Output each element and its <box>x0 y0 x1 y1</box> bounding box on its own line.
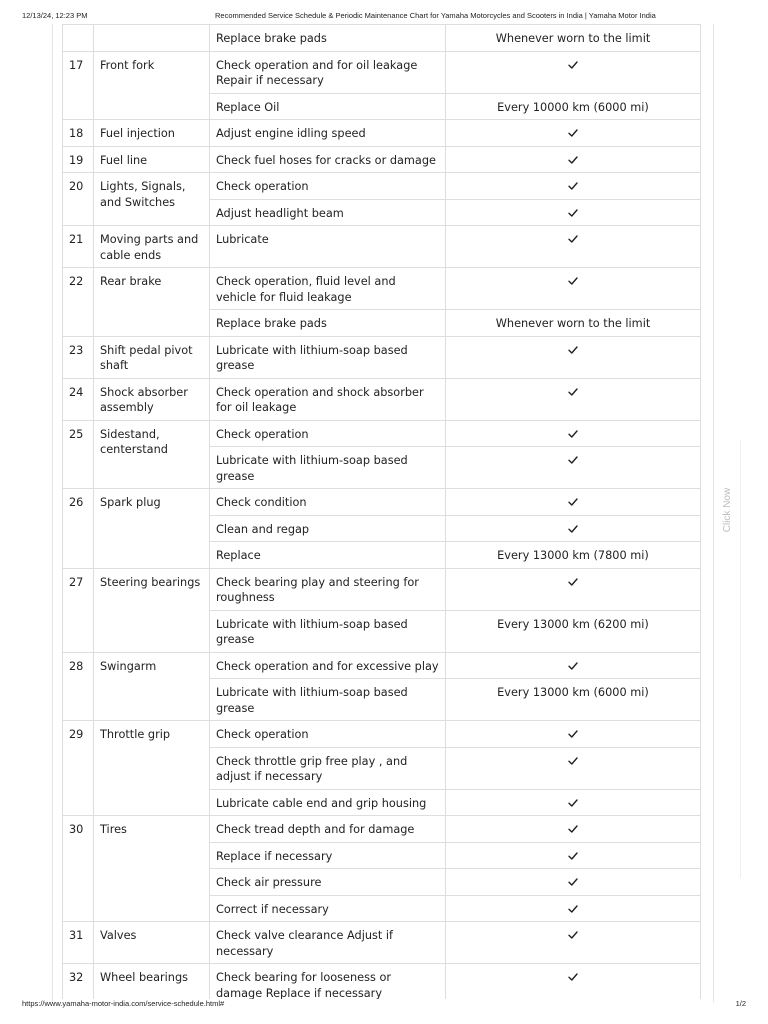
row-number: 30 <box>63 816 94 922</box>
row-check: Check operation and for oil leakage Repair if necessary <box>210 51 446 93</box>
check-icon <box>568 208 578 218</box>
row-interval: Whenever worn to the limit <box>446 310 701 337</box>
table-row <box>63 922 701 964</box>
check-icon <box>568 234 578 244</box>
row-check: Check fuel hoses for cracks or damage <box>210 146 446 173</box>
table-row <box>63 816 701 843</box>
print-header <box>22 11 746 23</box>
row-number: 28 <box>63 652 94 721</box>
row-item: Swingarm <box>94 652 210 721</box>
row-interval <box>446 721 701 748</box>
row-item: Sidestand, centerstand <box>94 420 210 489</box>
row-check: Replace brake pads <box>210 310 446 337</box>
row-number: 27 <box>63 568 94 652</box>
row-check: Clean and regap <box>210 515 446 542</box>
row-number: 20 <box>63 173 94 226</box>
check-icon <box>568 181 578 191</box>
row-interval <box>446 842 701 869</box>
check-icon <box>568 756 578 766</box>
row-number: 22 <box>63 268 94 337</box>
row-check: Adjust engine idling speed <box>210 120 446 147</box>
row-interval <box>446 336 701 378</box>
row-interval <box>446 120 701 147</box>
row-interval <box>446 515 701 542</box>
row-check: Replace Oil <box>210 93 446 120</box>
print-url: https://www.yamaha-motor-india.com/service-schedule.html# <box>22 999 225 1008</box>
row-number: 18 <box>63 120 94 147</box>
check-icon <box>568 345 578 355</box>
row-interval <box>446 964 701 1000</box>
print-page-number: 1/2 <box>735 999 746 1008</box>
check-icon <box>568 877 578 887</box>
row-item: Valves <box>94 922 210 964</box>
row-check: Check operation <box>210 420 446 447</box>
row-check: Check operation <box>210 173 446 200</box>
row-number: 17 <box>63 51 94 120</box>
row-number: 32 <box>63 964 94 1000</box>
row-item: Fuel line <box>94 146 210 173</box>
row-check: Lubricate <box>210 226 446 268</box>
check-icon <box>568 155 578 165</box>
row-interval <box>446 789 701 816</box>
row-number: 26 <box>63 489 94 569</box>
row-check: Check operation <box>210 721 446 748</box>
row-number: 25 <box>63 420 94 489</box>
row-interval <box>446 568 701 610</box>
check-icon <box>568 798 578 808</box>
check-icon <box>568 904 578 914</box>
row-interval <box>446 199 701 226</box>
row-interval <box>446 869 701 896</box>
row-interval <box>446 173 701 200</box>
row-item: Moving parts and cable ends <box>94 226 210 268</box>
row-check: Correct if necessary <box>210 895 446 922</box>
print-date: 12/13/24, 12:23 PM <box>22 11 88 20</box>
check-icon <box>568 930 578 940</box>
check-icon <box>568 387 578 397</box>
row-interval <box>446 268 701 310</box>
row-check: Lubricate cable end and grip housing <box>210 789 446 816</box>
row-check: Check throttle grip free play , and adjust if necessary <box>210 747 446 789</box>
row-interval <box>446 146 701 173</box>
table-row <box>63 378 701 420</box>
row-check: Adjust headlight beam <box>210 199 446 226</box>
row-item: Throttle grip <box>94 721 210 816</box>
table-row <box>63 652 701 679</box>
row-item: Rear brake <box>94 268 210 337</box>
click-now-tab[interactable]: Click Now <box>722 487 733 533</box>
check-icon <box>568 661 578 671</box>
row-number: 31 <box>63 922 94 964</box>
row-item: Spark plug <box>94 489 210 569</box>
check-icon <box>568 824 578 834</box>
row-check: Lubricate with lithium-soap based grease <box>210 447 446 489</box>
check-icon <box>568 455 578 465</box>
print-footer <box>22 999 746 1011</box>
check-icon <box>568 128 578 138</box>
row-number: 29 <box>63 721 94 816</box>
row-interval <box>446 51 701 93</box>
check-icon <box>568 577 578 587</box>
row-check: Lubricate with lithium-soap based grease <box>210 610 446 652</box>
row-check: Replace brake pads <box>210 25 446 52</box>
row-check: Check condition <box>210 489 446 516</box>
row-number: 19 <box>63 146 94 173</box>
row-check: Check bearing play and steering for roughness <box>210 568 446 610</box>
row-interval <box>446 226 701 268</box>
row-interval <box>446 747 701 789</box>
row-check: Check valve clearance Adjust if necessary <box>210 922 446 964</box>
row-interval: Every 13000 km (7800 mi) <box>446 542 701 569</box>
row-item: Shift pedal pivot shaft <box>94 336 210 378</box>
row-number <box>63 25 94 52</box>
row-number: 24 <box>63 378 94 420</box>
maintenance-table-container <box>62 24 702 999</box>
row-check: Check tread depth and for damage <box>210 816 446 843</box>
check-icon <box>568 276 578 286</box>
row-interval <box>446 489 701 516</box>
table-row <box>63 420 701 447</box>
check-icon <box>568 429 578 439</box>
row-item: Wheel bearings <box>94 964 210 1000</box>
row-interval: Every 10000 km (6000 mi) <box>446 93 701 120</box>
row-interval <box>446 895 701 922</box>
table-row <box>63 489 701 516</box>
row-check: Lubricate with lithium-soap based grease <box>210 336 446 378</box>
row-check: Replace <box>210 542 446 569</box>
row-item: Tires <box>94 816 210 922</box>
row-interval <box>446 378 701 420</box>
check-icon <box>568 729 578 739</box>
row-item <box>94 25 210 52</box>
table-row <box>63 146 701 173</box>
row-interval <box>446 447 701 489</box>
print-page-title: Recommended Service Schedule & Periodic Maintenance Chart for Yamaha Motorcycles and Scooters in India | Yamaha Motor India <box>215 11 656 20</box>
table-row <box>63 226 701 268</box>
row-item: Front fork <box>94 51 210 120</box>
row-check: Check operation, fluid level and vehicle for fluid leakage <box>210 268 446 310</box>
row-check: Check air pressure <box>210 869 446 896</box>
table-row <box>63 964 701 1000</box>
row-number: 23 <box>63 336 94 378</box>
row-check: Check bearing for looseness or damage Replace if necessary <box>210 964 446 1000</box>
row-interval <box>446 652 701 679</box>
table-row <box>63 568 701 610</box>
row-check: Check operation and for excessive play <box>210 652 446 679</box>
row-check: Lubricate with lithium-soap based grease <box>210 679 446 721</box>
table-row <box>63 25 701 52</box>
table-row <box>63 336 701 378</box>
row-interval: Every 13000 km (6000 mi) <box>446 679 701 721</box>
side-tab[interactable] <box>740 440 745 878</box>
row-item: Fuel injection <box>94 120 210 147</box>
row-interval: Whenever worn to the limit <box>446 25 701 52</box>
table-row <box>63 51 701 93</box>
check-icon <box>568 60 578 70</box>
table-row <box>63 173 701 200</box>
check-icon <box>568 497 578 507</box>
row-item: Steering bearings <box>94 568 210 652</box>
row-item: Lights, Signals, and Switches <box>94 173 210 226</box>
maintenance-table-body <box>63 25 701 1000</box>
row-check: Replace if necessary <box>210 842 446 869</box>
row-item: Shock absorber assembly <box>94 378 210 420</box>
table-row <box>63 268 701 310</box>
table-row <box>63 120 701 147</box>
maintenance-table <box>62 24 701 999</box>
table-row <box>63 721 701 748</box>
check-icon <box>568 972 578 982</box>
row-interval <box>446 922 701 964</box>
row-interval <box>446 420 701 447</box>
check-icon <box>568 524 578 534</box>
row-interval <box>446 816 701 843</box>
row-check: Check operation and shock absorber for oil leakage <box>210 378 446 420</box>
row-interval: Every 13000 km (6200 mi) <box>446 610 701 652</box>
check-icon <box>568 851 578 861</box>
row-number: 21 <box>63 226 94 268</box>
